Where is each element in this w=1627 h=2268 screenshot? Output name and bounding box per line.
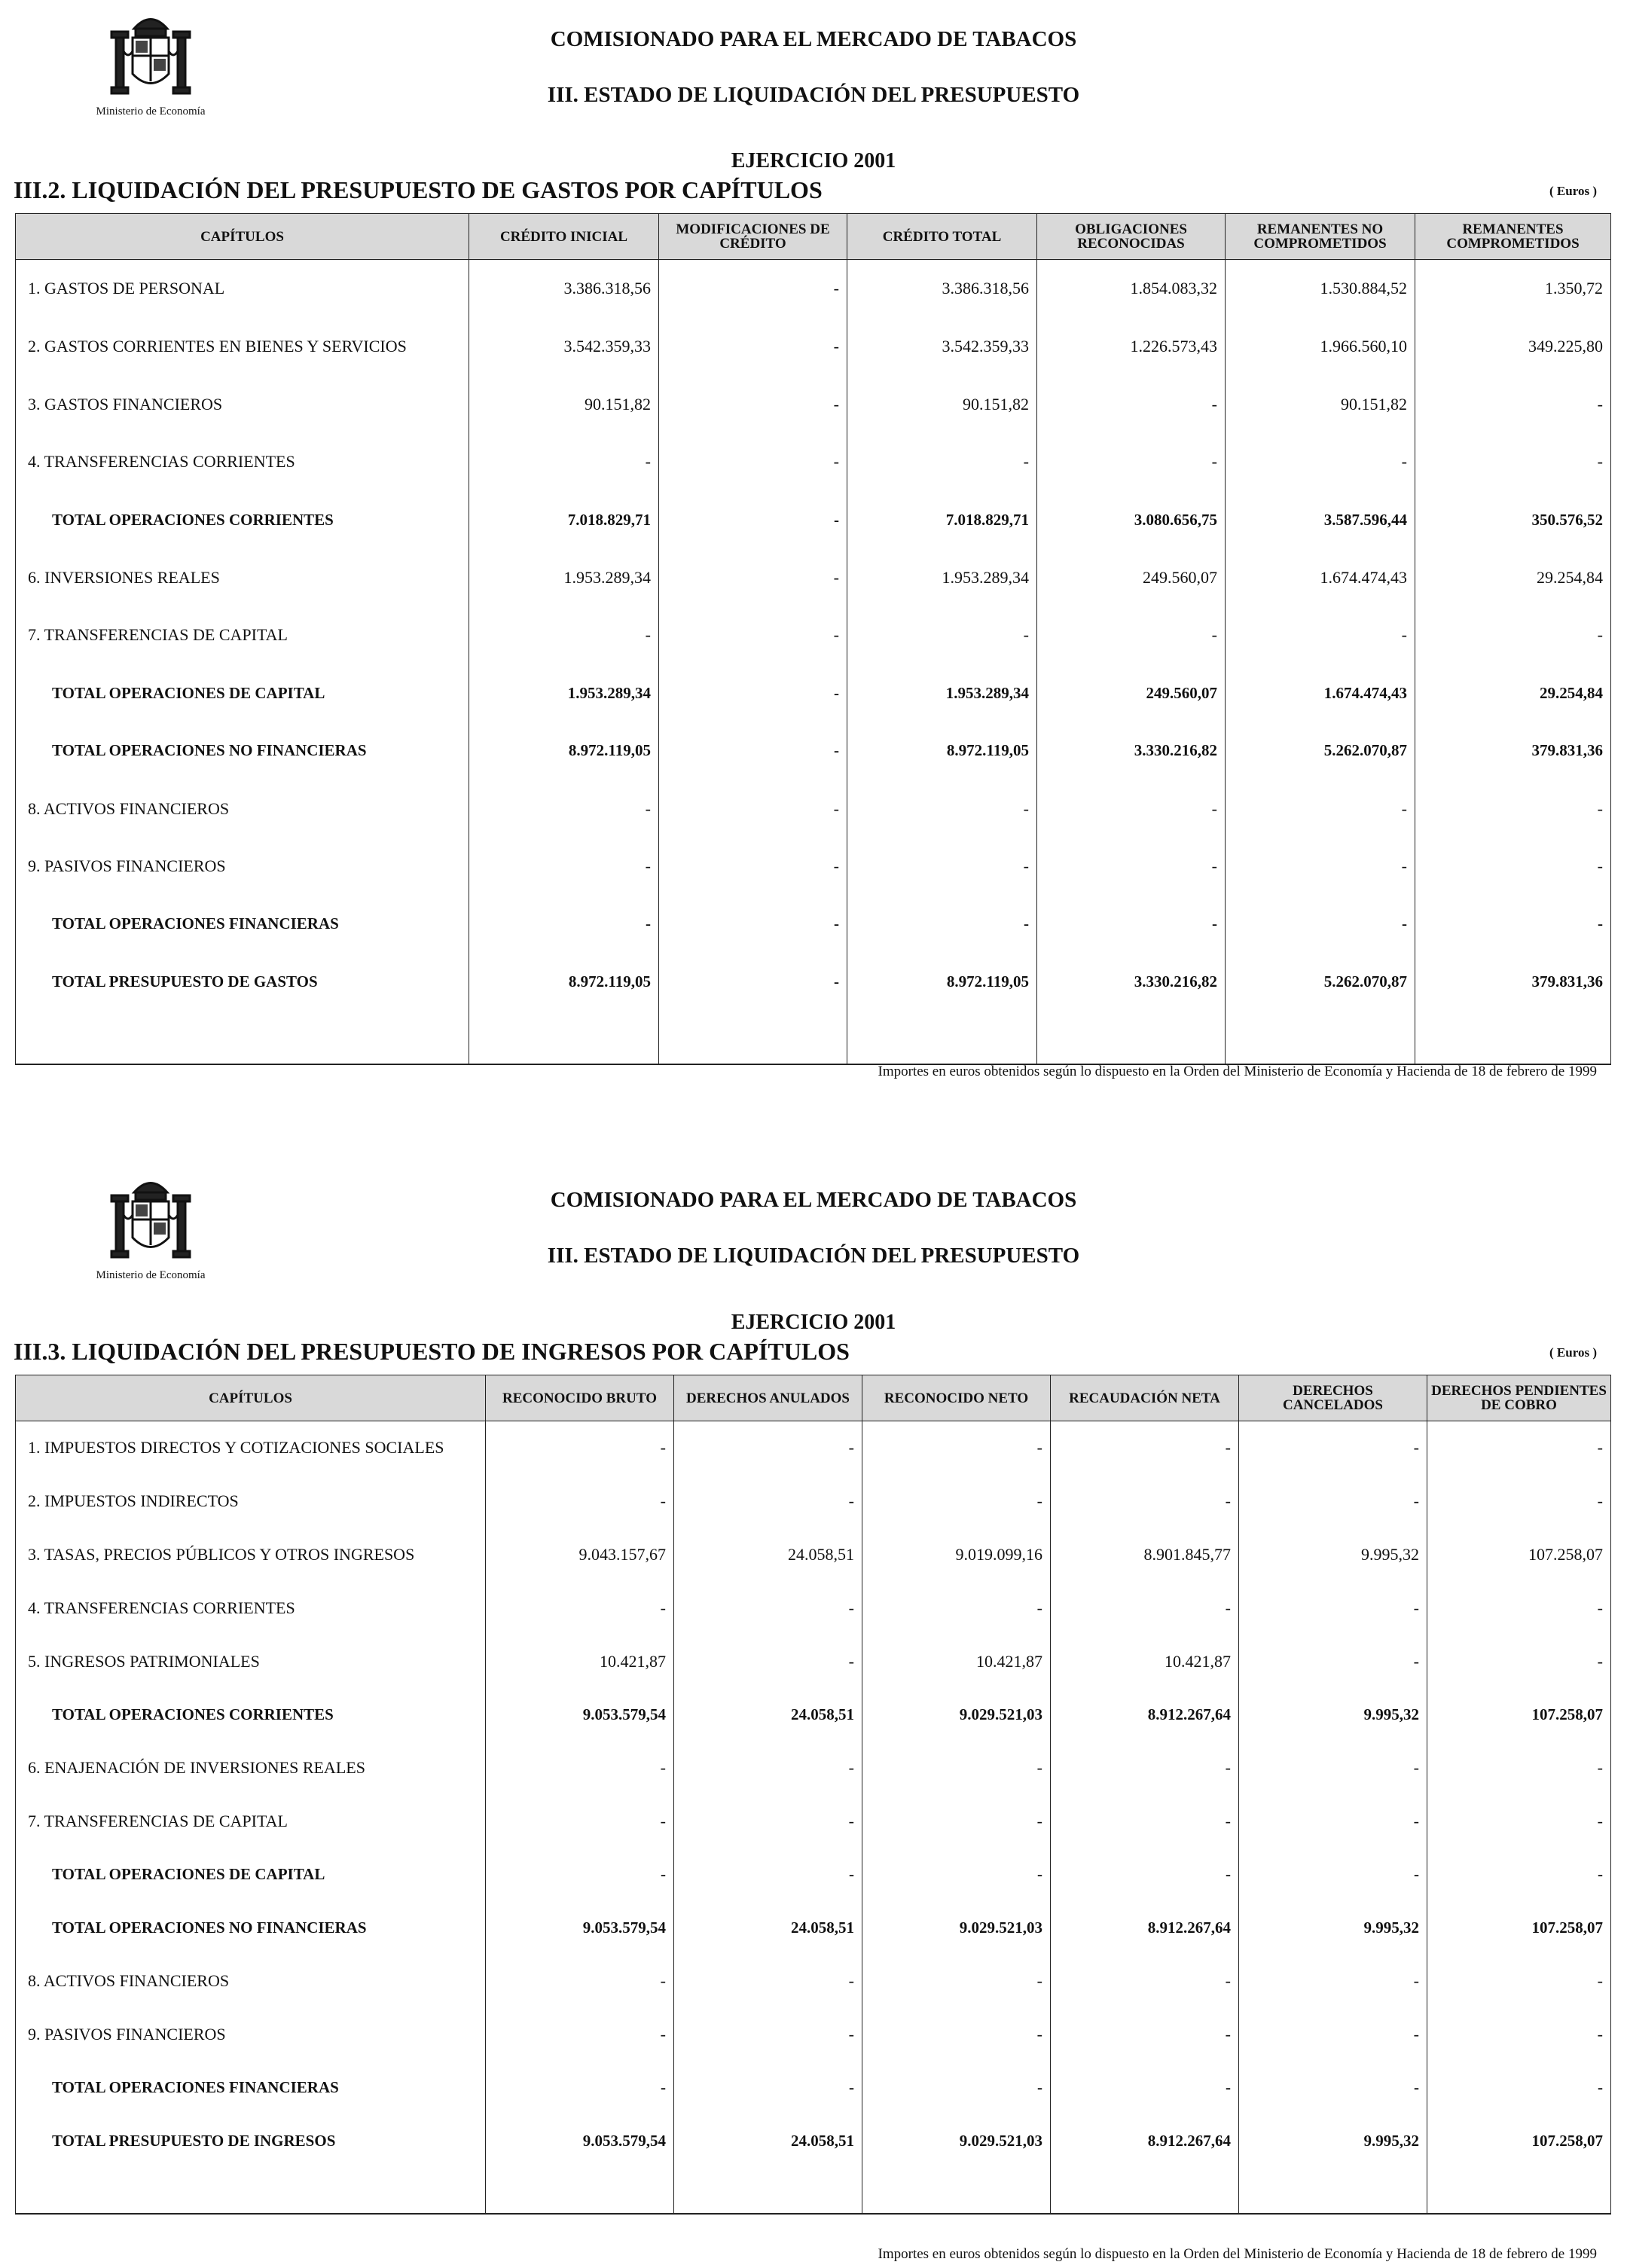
cell-value: - xyxy=(486,1475,674,1528)
gastos-note: Importes en euros obtenidos según lo dispuesto en la Orden del Ministerio de Economía y Hacienda de 18 de febrero de 1999 xyxy=(878,1064,1597,1079)
cell-value: - xyxy=(1051,2008,1239,2062)
cell-value: 8.972.119,05 xyxy=(469,953,659,1011)
gastos-ejercicio: EJERCICIO 2001 xyxy=(731,149,896,172)
cell-value: 7.018.829,71 xyxy=(469,491,659,549)
cell-value: 8.972.119,05 xyxy=(847,953,1037,1011)
row-label: 3. GASTOS FINANCIEROS xyxy=(16,375,469,433)
column-header: CRÉDITO INICIAL xyxy=(469,214,659,260)
cell-value: - xyxy=(659,780,847,838)
cell-value: - xyxy=(1427,1581,1611,1635)
cell-value: - xyxy=(1037,606,1226,664)
row-label: TOTAL OPERACIONES NO FINANCIERAS xyxy=(16,1901,486,1955)
cell-value: - xyxy=(674,1955,862,2008)
cell-value: - xyxy=(674,1421,862,1475)
cell-value: 8.912.267,64 xyxy=(1051,1688,1239,1741)
table-spacer-row xyxy=(16,2168,1611,2214)
row-label: 1. IMPUESTOS DIRECTOS Y COTIZACIONES SOCIALES xyxy=(16,1421,486,1475)
cell-value: 9.019.099,16 xyxy=(862,1528,1051,1582)
cell-value: - xyxy=(1239,1475,1427,1528)
cell-value: - xyxy=(1051,1741,1239,1795)
ingresos-units: ( Euros ) xyxy=(1549,1345,1597,1360)
cell-value: 29.254,84 xyxy=(1415,664,1611,722)
row-label: 6. ENAJENACIÓN DE INVERSIONES REALES xyxy=(16,1741,486,1795)
table-row xyxy=(16,1475,1611,1528)
table-row xyxy=(16,838,1611,896)
ingresos-ejercicio: EJERCICIO 2001 xyxy=(731,1311,896,1334)
row-label: TOTAL PRESUPUESTO DE INGRESOS xyxy=(16,2114,486,2168)
cell-value: 1.953.289,34 xyxy=(469,664,659,722)
table-row xyxy=(16,664,1611,722)
cell-value: - xyxy=(1415,838,1611,896)
cell-value: - xyxy=(486,1848,674,1901)
cell-value: - xyxy=(1226,896,1415,954)
column-header: REMANENTES NO COMPROMETIDOS xyxy=(1226,214,1415,260)
gastos-units: ( Euros ) xyxy=(1549,184,1597,198)
empty-cell xyxy=(486,2168,674,2214)
table-row xyxy=(16,606,1611,664)
cell-value: 1.953.289,34 xyxy=(469,548,659,606)
cell-value: - xyxy=(1051,1848,1239,1901)
cell-value: - xyxy=(674,1741,862,1795)
cell-value: - xyxy=(1239,2062,1427,2115)
cell-value: 349.225,80 xyxy=(1415,318,1611,376)
column-header: CRÉDITO TOTAL xyxy=(847,214,1037,260)
cell-value: - xyxy=(659,548,847,606)
cell-value: 9.995,32 xyxy=(1239,1528,1427,1582)
column-header: CAPÍTULOS xyxy=(16,1375,486,1421)
row-label: TOTAL OPERACIONES FINANCIERAS xyxy=(16,2062,486,2115)
ingresos-page-header xyxy=(0,1164,1627,1314)
cell-value: 90.151,82 xyxy=(469,375,659,433)
ingresos-header-row xyxy=(16,1375,1611,1421)
cell-value: 8.972.119,05 xyxy=(847,722,1037,780)
cell-value: - xyxy=(862,1848,1051,1901)
column-header: RECAUDACIÓN NETA xyxy=(1051,1375,1239,1421)
cell-value: - xyxy=(659,838,847,896)
cell-value: - xyxy=(469,896,659,954)
cell-value: - xyxy=(469,606,659,664)
table-row xyxy=(16,491,1611,549)
cell-value: 24.058,51 xyxy=(674,1528,862,1582)
table-row xyxy=(16,896,1611,954)
cell-value: - xyxy=(1239,1848,1427,1901)
cell-value: - xyxy=(847,896,1037,954)
cell-value: - xyxy=(1051,2062,1239,2115)
cell-value: - xyxy=(1415,433,1611,491)
cell-value: 9.043.157,67 xyxy=(486,1528,674,1582)
cell-value: - xyxy=(862,1741,1051,1795)
gastos-page-header xyxy=(0,0,1627,151)
cell-value: - xyxy=(674,2062,862,2115)
cell-value: 9.995,32 xyxy=(1239,2114,1427,2168)
organization-title: COMISIONADO PARA EL MERCADO DE TABACOS xyxy=(550,27,1077,51)
table-row xyxy=(16,1955,1611,2008)
cell-value: 9.053.579,54 xyxy=(486,2114,674,2168)
cell-value: - xyxy=(862,1421,1051,1475)
row-label: 8. ACTIVOS FINANCIEROS xyxy=(16,780,469,838)
cell-value: - xyxy=(1226,780,1415,838)
cell-value: - xyxy=(1427,1955,1611,2008)
cell-value: - xyxy=(1427,1475,1611,1528)
ingresos-title: III.3. LIQUIDACIÓN DEL PRESUPUESTO DE INGRESOS POR CAPÍTULOS xyxy=(14,1338,850,1365)
cell-value: - xyxy=(1427,1848,1611,1901)
cell-value: - xyxy=(1239,1581,1427,1635)
cell-value: - xyxy=(1051,1795,1239,1848)
table-row xyxy=(16,1421,1611,1475)
row-label: TOTAL OPERACIONES CORRIENTES xyxy=(16,491,469,549)
row-label: 7. TRANSFERENCIAS DE CAPITAL xyxy=(16,1795,486,1848)
cell-value: - xyxy=(1427,2062,1611,2115)
table-row xyxy=(16,1528,1611,1582)
cell-value: - xyxy=(486,1741,674,1795)
empty-cell xyxy=(862,2168,1051,2214)
row-label: TOTAL OPERACIONES NO FINANCIERAS xyxy=(16,722,469,780)
cell-value: 7.018.829,71 xyxy=(847,491,1037,549)
cell-value: 350.576,52 xyxy=(1415,491,1611,549)
cell-value: - xyxy=(1239,1955,1427,2008)
cell-value: - xyxy=(847,838,1037,896)
cell-value: - xyxy=(486,2062,674,2115)
ministry-label: Ministerio de Economía xyxy=(96,1269,206,1281)
cell-value: - xyxy=(847,780,1037,838)
cell-value: 107.258,07 xyxy=(1427,2114,1611,2168)
cell-value: - xyxy=(469,838,659,896)
table-row xyxy=(16,1688,1611,1741)
cell-value: 1.226.573,43 xyxy=(1037,318,1226,376)
column-header: DERECHOS PENDIENTES DE COBRO xyxy=(1427,1375,1611,1421)
cell-value: 249.560,07 xyxy=(1037,664,1226,722)
cell-value: 107.258,07 xyxy=(1427,1901,1611,1955)
cell-value: 24.058,51 xyxy=(674,1688,862,1741)
cell-value: - xyxy=(674,2008,862,2062)
table-row xyxy=(16,260,1611,318)
cell-value: 3.330.216,82 xyxy=(1037,953,1226,1011)
cell-value: 1.966.560,10 xyxy=(1226,318,1415,376)
row-label: 5. INGRESOS PATRIMONIALES xyxy=(16,1635,486,1688)
cell-value: - xyxy=(862,1955,1051,2008)
organization-title: COMISIONADO PARA EL MERCADO DE TABACOS xyxy=(550,1188,1077,1212)
cell-value: 8.912.267,64 xyxy=(1051,1901,1239,1955)
row-label: 2. GASTOS CORRIENTES EN BIENES Y SERVICIOS xyxy=(16,318,469,376)
row-label: 1. GASTOS DE PERSONAL xyxy=(16,260,469,318)
gastos-table-body xyxy=(16,260,1611,1064)
cell-value: - xyxy=(1051,1475,1239,1528)
cell-value: 24.058,51 xyxy=(674,1901,862,1955)
gastos-header-row xyxy=(16,214,1611,260)
cell-value: 249.560,07 xyxy=(1037,548,1226,606)
cell-value: - xyxy=(659,260,847,318)
row-label: 9. PASIVOS FINANCIEROS xyxy=(16,838,469,896)
row-label: 8. ACTIVOS FINANCIEROS xyxy=(16,1955,486,2008)
gastos-table xyxy=(15,213,1611,1065)
ingresos-table xyxy=(15,1375,1611,2215)
table-spacer-row xyxy=(16,1011,1611,1064)
column-header: REMANENTES COMPROMETIDOS xyxy=(1415,214,1611,260)
table-row xyxy=(16,780,1611,838)
cell-value: 90.151,82 xyxy=(1226,375,1415,433)
cell-value: - xyxy=(486,2008,674,2062)
cell-value: - xyxy=(1415,375,1611,433)
empty-cell xyxy=(16,2168,486,2214)
cell-value: - xyxy=(862,1581,1051,1635)
empty-cell xyxy=(1037,1011,1226,1064)
cell-value: 1.530.884,52 xyxy=(1226,260,1415,318)
cell-value: 107.258,07 xyxy=(1427,1528,1611,1582)
cell-value: 3.080.656,75 xyxy=(1037,491,1226,549)
table-row xyxy=(16,433,1611,491)
cell-value: - xyxy=(1239,1741,1427,1795)
cell-value: - xyxy=(674,1581,862,1635)
table-row xyxy=(16,548,1611,606)
cell-value: - xyxy=(847,433,1037,491)
cell-value: 1.674.474,43 xyxy=(1226,664,1415,722)
cell-value: 10.421,87 xyxy=(486,1635,674,1688)
cell-value: 5.262.070,87 xyxy=(1226,953,1415,1011)
cell-value: - xyxy=(1051,1421,1239,1475)
cell-value: - xyxy=(1037,896,1226,954)
cell-value: 3.587.596,44 xyxy=(1226,491,1415,549)
column-header: RECONOCIDO NETO xyxy=(862,1375,1051,1421)
row-label: 9. PASIVOS FINANCIEROS xyxy=(16,2008,486,2062)
row-label: 4. TRANSFERENCIAS CORRIENTES xyxy=(16,1581,486,1635)
cell-value: - xyxy=(659,953,847,1011)
cell-value: 1.350,72 xyxy=(1415,260,1611,318)
cell-value: - xyxy=(469,780,659,838)
row-label: 3. TASAS, PRECIOS PÚBLICOS Y OTROS INGRESOS xyxy=(16,1528,486,1582)
cell-value: - xyxy=(674,1635,862,1688)
cell-value: 8.972.119,05 xyxy=(469,722,659,780)
cell-value: - xyxy=(1239,1635,1427,1688)
cell-value: 10.421,87 xyxy=(1051,1635,1239,1688)
cell-value: 1.953.289,34 xyxy=(847,664,1037,722)
cell-value: 379.831,36 xyxy=(1415,953,1611,1011)
section-subtitle: III. ESTADO DE LIQUIDACIÓN DEL PRESUPUESTO xyxy=(547,83,1080,107)
cell-value: 379.831,36 xyxy=(1415,722,1611,780)
cell-value: - xyxy=(1427,1421,1611,1475)
cell-value: 3.386.318,56 xyxy=(847,260,1037,318)
cell-value: - xyxy=(1037,375,1226,433)
table-row xyxy=(16,375,1611,433)
cell-value: - xyxy=(486,1581,674,1635)
cell-value: 1.854.083,32 xyxy=(1037,260,1226,318)
cell-value: - xyxy=(862,2062,1051,2115)
table-row xyxy=(16,1795,1611,1848)
cell-value: - xyxy=(486,1795,674,1848)
table-row xyxy=(16,1741,1611,1795)
empty-cell xyxy=(469,1011,659,1064)
cell-value: 9.053.579,54 xyxy=(486,1688,674,1741)
table-row xyxy=(16,318,1611,376)
cell-value: - xyxy=(659,375,847,433)
cell-value: 107.258,07 xyxy=(1427,1688,1611,1741)
column-header: DERECHOS ANULADOS xyxy=(674,1375,862,1421)
section-subtitle: III. ESTADO DE LIQUIDACIÓN DEL PRESUPUESTO xyxy=(547,1244,1080,1268)
cell-value: - xyxy=(659,722,847,780)
table-row xyxy=(16,2062,1611,2115)
ingresos-note: Importes en euros obtenidos según lo dispuesto en la Orden del Ministerio de Economía y Hacienda de 18 de febrero de 1999 xyxy=(878,2246,1597,2262)
ingresos-table-body xyxy=(16,1421,1611,2215)
cell-value: - xyxy=(1427,1741,1611,1795)
empty-cell xyxy=(659,1011,847,1064)
cell-value: 3.330.216,82 xyxy=(1037,722,1226,780)
cell-value: - xyxy=(1226,606,1415,664)
cell-value: - xyxy=(659,896,847,954)
row-label: 7. TRANSFERENCIAS DE CAPITAL xyxy=(16,606,469,664)
row-label: TOTAL OPERACIONES CORRIENTES xyxy=(16,1688,486,1741)
cell-value: 3.542.359,33 xyxy=(469,318,659,376)
cell-value: - xyxy=(1051,1581,1239,1635)
cell-value: - xyxy=(674,1848,862,1901)
table-row xyxy=(16,953,1611,1011)
cell-value: - xyxy=(1415,896,1611,954)
cell-value: - xyxy=(1415,780,1611,838)
row-label: 6. INVERSIONES REALES xyxy=(16,548,469,606)
row-label: 4. TRANSFERENCIAS CORRIENTES xyxy=(16,433,469,491)
cell-value: - xyxy=(1239,1421,1427,1475)
cell-value: - xyxy=(486,1421,674,1475)
empty-cell xyxy=(1239,2168,1427,2214)
empty-cell xyxy=(674,2168,862,2214)
cell-value: - xyxy=(1427,2008,1611,2062)
cell-value: 3.542.359,33 xyxy=(847,318,1037,376)
empty-cell xyxy=(1415,1011,1611,1064)
column-header: MODIFICACIONES DE CRÉDITO xyxy=(659,214,847,260)
coat-of-arms-logo xyxy=(75,6,226,134)
cell-value: - xyxy=(659,433,847,491)
cell-value: - xyxy=(674,1795,862,1848)
table-row xyxy=(16,1581,1611,1635)
cell-value: 9.029.521,03 xyxy=(862,1901,1051,1955)
row-label: 2. IMPUESTOS INDIRECTOS xyxy=(16,1475,486,1528)
cell-value: - xyxy=(469,433,659,491)
table-row xyxy=(16,1635,1611,1688)
cell-value: - xyxy=(1427,1635,1611,1688)
gastos-title: III.2. LIQUIDACIÓN DEL PRESUPUESTO DE GASTOS POR CAPÍTULOS xyxy=(14,176,823,203)
cell-value: - xyxy=(862,1795,1051,1848)
empty-cell xyxy=(1051,2168,1239,2214)
cell-value: - xyxy=(486,1955,674,2008)
cell-value: - xyxy=(1226,838,1415,896)
cell-value: - xyxy=(847,606,1037,664)
cell-value: 29.254,84 xyxy=(1415,548,1611,606)
row-label: TOTAL OPERACIONES FINANCIERAS xyxy=(16,896,469,954)
cell-value: 24.058,51 xyxy=(674,2114,862,2168)
cell-value: 9.053.579,54 xyxy=(486,1901,674,1955)
cell-value: 5.262.070,87 xyxy=(1226,722,1415,780)
empty-cell xyxy=(847,1011,1037,1064)
cell-value: - xyxy=(1051,1955,1239,2008)
cell-value: - xyxy=(862,2008,1051,2062)
cell-value: - xyxy=(1037,433,1226,491)
cell-value: - xyxy=(659,664,847,722)
cell-value: 9.995,32 xyxy=(1239,1901,1427,1955)
cell-value: 8.901.845,77 xyxy=(1051,1528,1239,1582)
cell-value: - xyxy=(1427,1795,1611,1848)
cell-value: - xyxy=(1037,838,1226,896)
cell-value: 9.029.521,03 xyxy=(862,1688,1051,1741)
cell-value: - xyxy=(1226,433,1415,491)
cell-value: 9.029.521,03 xyxy=(862,2114,1051,2168)
column-header: DERECHOS CANCELADOS xyxy=(1239,1375,1427,1421)
table-row xyxy=(16,1901,1611,1955)
row-label: TOTAL OPERACIONES DE CAPITAL xyxy=(16,1848,486,1901)
cell-value: 10.421,87 xyxy=(862,1635,1051,1688)
cell-value: - xyxy=(659,606,847,664)
ministry-label: Ministerio de Economía xyxy=(96,105,206,118)
cell-value: - xyxy=(674,1475,862,1528)
cell-value: 9.995,32 xyxy=(1239,1688,1427,1741)
column-header: OBLIGACIONES RECONOCIDAS xyxy=(1037,214,1226,260)
empty-cell xyxy=(1427,2168,1611,2214)
row-label: TOTAL PRESUPUESTO DE GASTOS xyxy=(16,953,469,1011)
column-header: CAPÍTULOS xyxy=(16,214,469,260)
column-header: RECONOCIDO BRUTO xyxy=(486,1375,674,1421)
cell-value: - xyxy=(659,491,847,549)
cell-value: 8.912.267,64 xyxy=(1051,2114,1239,2168)
cell-value: - xyxy=(862,1475,1051,1528)
cell-value: 1.953.289,34 xyxy=(847,548,1037,606)
table-row xyxy=(16,2114,1611,2168)
table-row xyxy=(16,2008,1611,2062)
empty-cell xyxy=(16,1011,469,1064)
row-label: TOTAL OPERACIONES DE CAPITAL xyxy=(16,664,469,722)
cell-value: - xyxy=(1415,606,1611,664)
table-row xyxy=(16,722,1611,780)
cell-value: - xyxy=(1037,780,1226,838)
cell-value: 90.151,82 xyxy=(847,375,1037,433)
cell-value: 3.386.318,56 xyxy=(469,260,659,318)
cell-value: - xyxy=(1239,1795,1427,1848)
cell-value: - xyxy=(659,318,847,376)
cell-value: 1.674.474,43 xyxy=(1226,548,1415,606)
table-row xyxy=(16,1848,1611,1901)
cell-value: - xyxy=(1239,2008,1427,2062)
empty-cell xyxy=(1226,1011,1415,1064)
